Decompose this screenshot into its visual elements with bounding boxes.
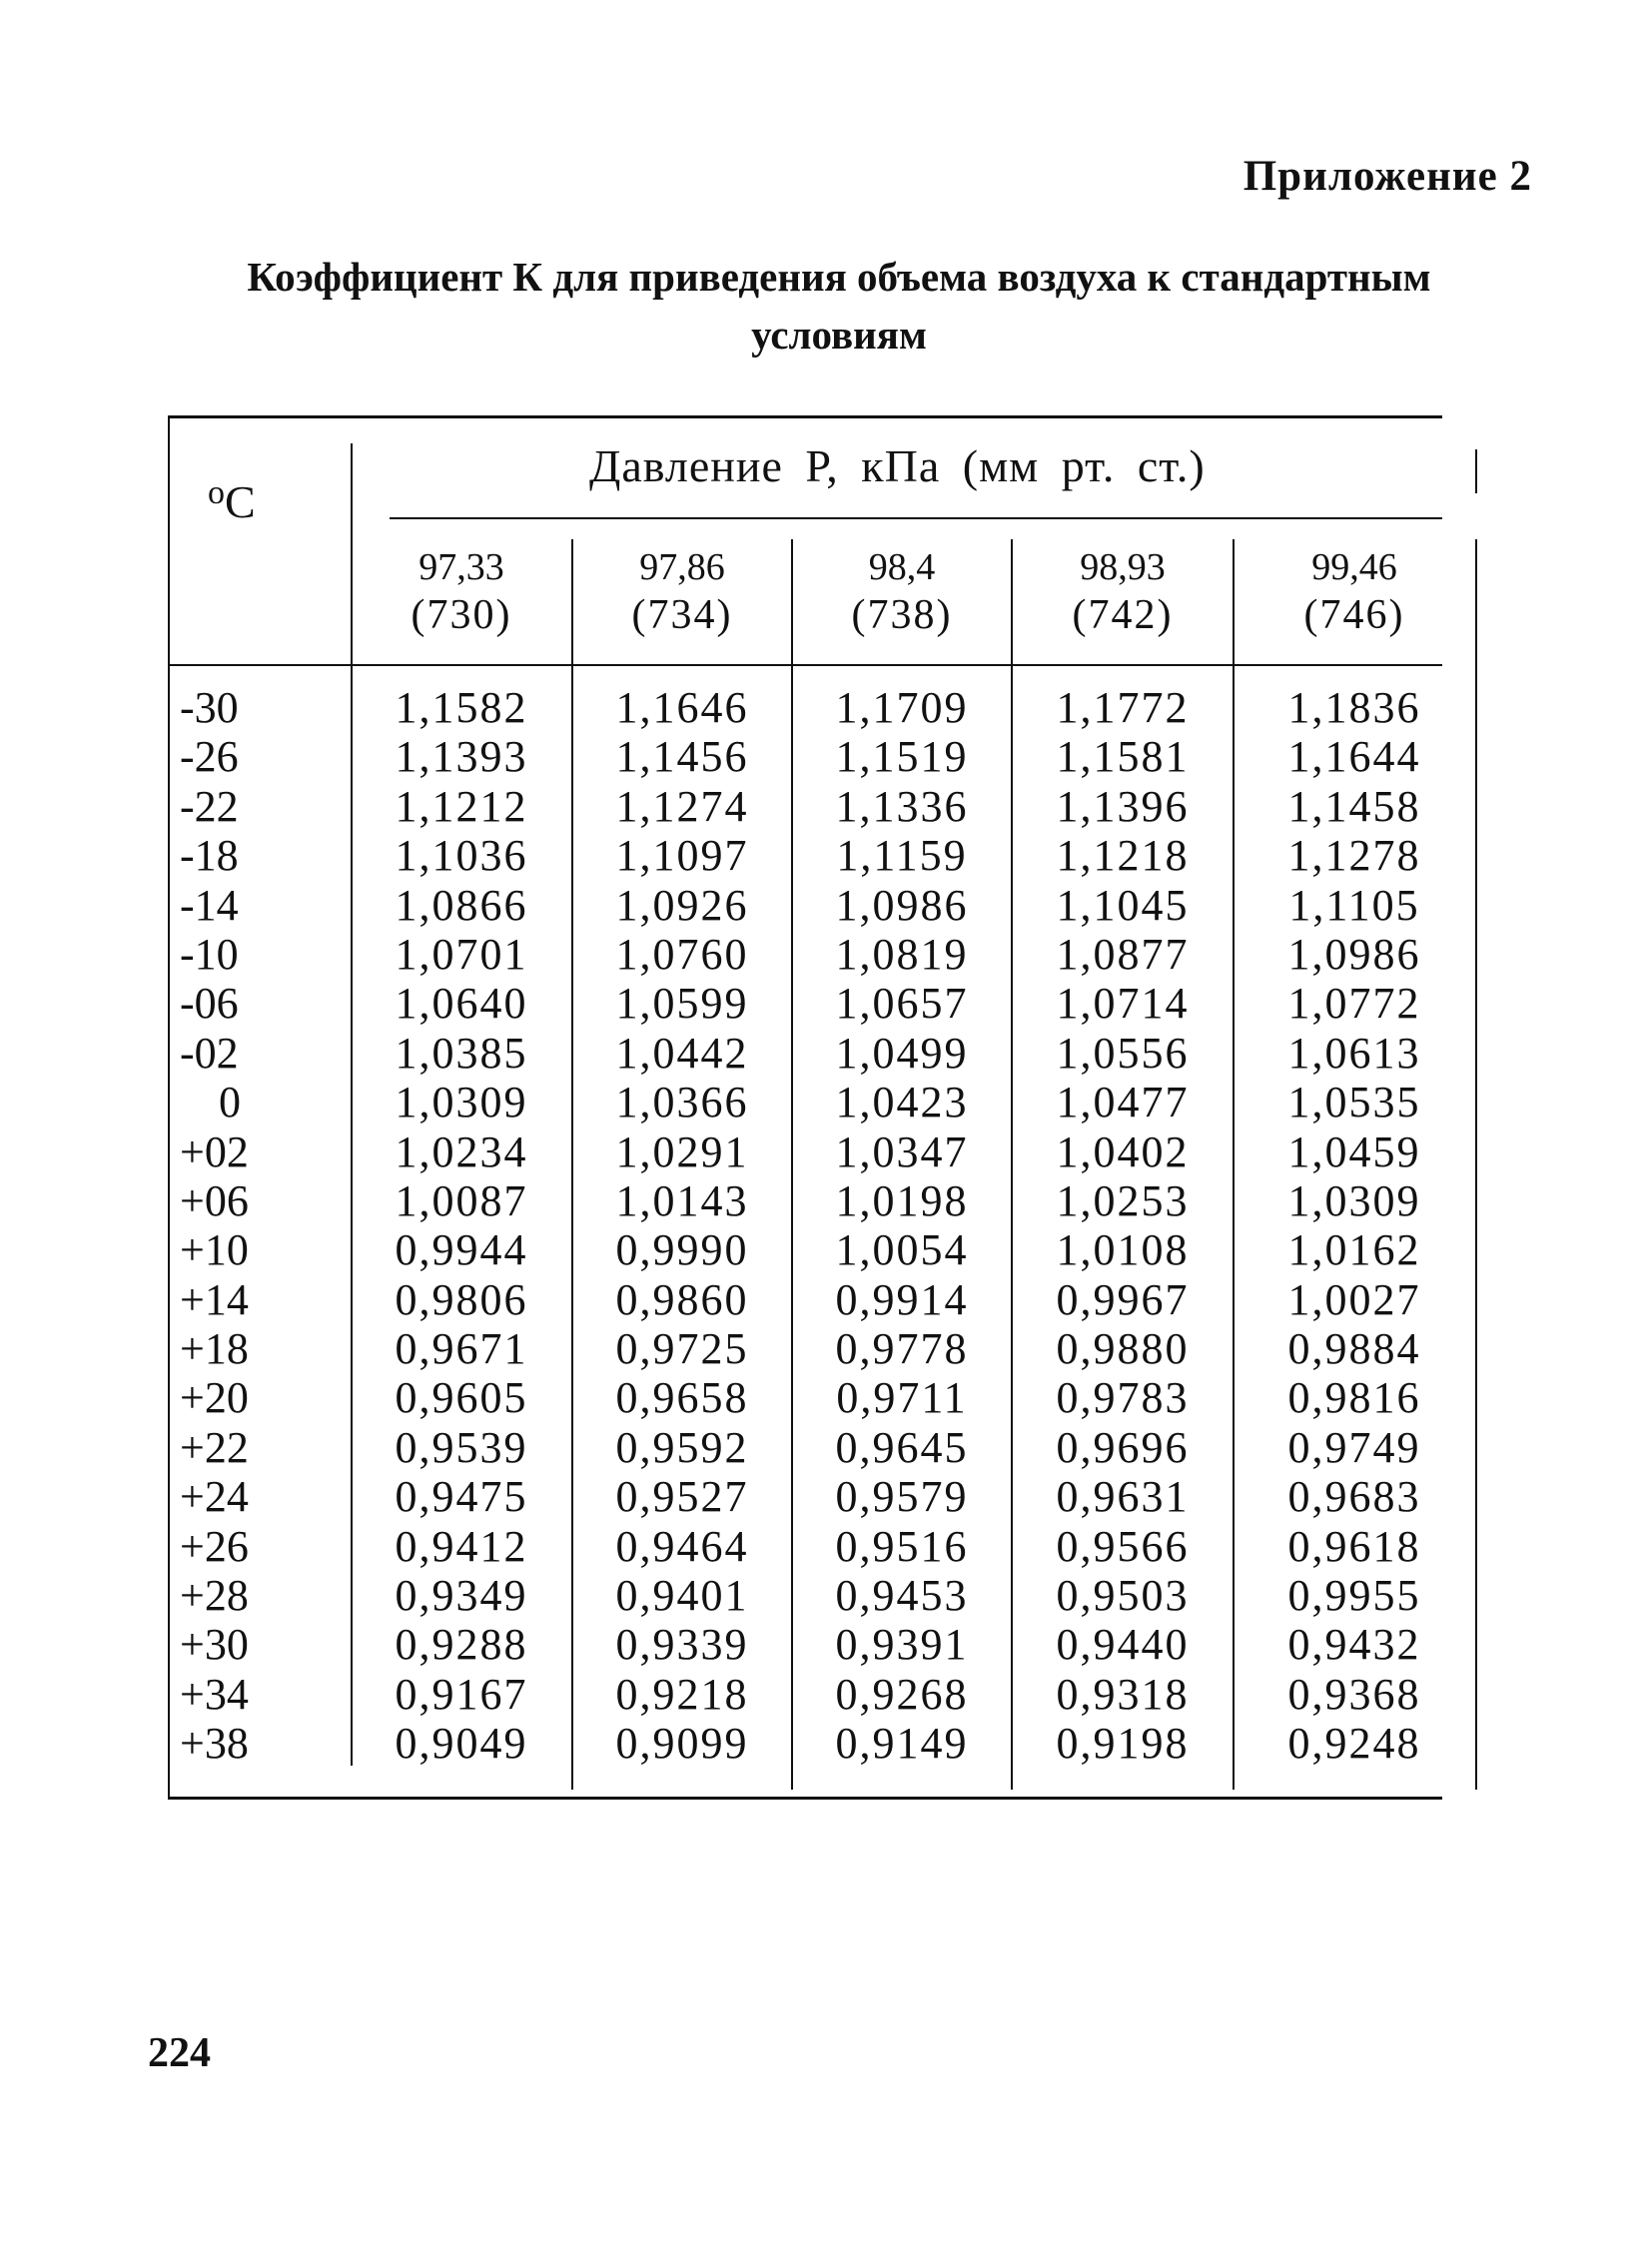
temperature-cell: +02 [180, 1126, 249, 1176]
coefficient-cell: 0,9339 [615, 1620, 749, 1670]
coefficient-cell: 0,9749 [1287, 1422, 1421, 1472]
table-row [168, 1324, 1444, 1373]
temperature-cell: +30 [180, 1620, 249, 1670]
coefficient-cell: 0,9167 [395, 1669, 528, 1719]
coefficient-cell: 1,0087 [395, 1175, 528, 1225]
table-row [168, 930, 1444, 979]
column-kpa: 97,86 [639, 546, 725, 588]
coefficient-cell: 0,9696 [1056, 1422, 1190, 1472]
table-row [168, 1423, 1444, 1472]
column-header [1235, 543, 1474, 651]
column-kpa: 98,93 [1080, 546, 1166, 588]
coefficient-cell: 1,0402 [1056, 1126, 1190, 1176]
coefficient-cell: 0,9806 [395, 1274, 528, 1324]
coefficient-cell: 0,9268 [835, 1669, 969, 1719]
temperature-cell: -30 [180, 683, 239, 732]
coefficient-cell: 0,9880 [1056, 1324, 1190, 1374]
table-body [168, 683, 1444, 1769]
pressure-header-rule [390, 517, 1442, 519]
table-row [168, 979, 1444, 1028]
coefficient-cell: 1,1836 [1287, 683, 1421, 732]
table-row [168, 782, 1444, 831]
coefficient-cell: 1,0499 [835, 1028, 969, 1078]
coefficient-cell: 0,9527 [615, 1472, 749, 1522]
coefficient-cell: 0,9049 [395, 1719, 528, 1769]
page-number: 224 [148, 2030, 211, 2076]
coefficient-cell: 1,1772 [1056, 683, 1190, 732]
coefficient-cell: 1,0366 [615, 1078, 749, 1127]
table-row [168, 1176, 1444, 1225]
table-row [168, 1571, 1444, 1620]
coefficient-cell: 1,1218 [1056, 831, 1190, 881]
temperature-cell: -22 [180, 781, 239, 831]
column-mm: (734) [631, 592, 733, 638]
appendix-label: Приложение 2 [1242, 153, 1532, 200]
coefficient-cell: 1,1582 [395, 683, 528, 732]
coefficient-cell: 1,1045 [1056, 880, 1190, 930]
temperature-cell: +34 [180, 1669, 249, 1719]
table-row [168, 1670, 1444, 1719]
table-row [168, 831, 1444, 880]
coefficient-cell: 0,9683 [1287, 1472, 1421, 1522]
table-row [168, 881, 1444, 930]
coefficient-cell: 1,0027 [1287, 1274, 1421, 1324]
temperature-cell: +20 [180, 1373, 249, 1423]
temperature-cell: +10 [180, 1225, 249, 1275]
temperature-unit-header [208, 474, 256, 532]
coefficient-cell: 1,1274 [615, 781, 749, 831]
coefficient-cell: 1,0760 [615, 929, 749, 979]
unit-letter: C [225, 476, 256, 527]
coefficient-cell: 1,0640 [395, 979, 528, 1029]
coefficient-table [168, 415, 1444, 1800]
column-header [573, 543, 791, 651]
coefficient-cell: 1,0477 [1056, 1078, 1190, 1127]
coefficient-cell: 0,9711 [836, 1373, 968, 1423]
coefficient-cell: 1,1456 [615, 732, 749, 782]
coefficient-cell: 1,0309 [395, 1078, 528, 1127]
temperature-cell: +38 [180, 1719, 249, 1769]
temperature-cell: -10 [180, 929, 239, 979]
coefficient-cell: 0,9618 [1287, 1521, 1421, 1571]
coefficient-cell: 0,9658 [615, 1373, 749, 1423]
coefficient-cell: 0,9149 [835, 1719, 969, 1769]
table-row [168, 1078, 1444, 1126]
coefficient-cell: 0,9503 [1056, 1571, 1190, 1621]
coefficient-cell: 1,0535 [1287, 1078, 1421, 1127]
coefficient-cell: 0,9783 [1056, 1373, 1190, 1423]
coefficient-cell: 0,9860 [615, 1274, 749, 1324]
coefficient-cell: 1,1581 [1056, 732, 1190, 782]
coefficient-cell: 0,9516 [835, 1521, 969, 1571]
coefficient-cell: 0,9566 [1056, 1521, 1190, 1571]
table-top-rule [168, 415, 1442, 418]
coefficient-cell: 0,9464 [615, 1521, 749, 1571]
coefficient-cell: 1,0143 [615, 1175, 749, 1225]
column-kpa: 97,33 [418, 546, 504, 588]
header-bottom-rule [168, 664, 1442, 666]
temperature-cell: -18 [180, 831, 239, 881]
coefficient-cell: 0,9778 [835, 1324, 969, 1374]
column-kpa: 98,4 [868, 546, 936, 588]
coefficient-cell: 1,0986 [835, 880, 969, 930]
column-mm: (738) [851, 592, 953, 638]
coefficient-cell: 1,0556 [1056, 1028, 1190, 1078]
coefficient-cell: 1,0459 [1287, 1126, 1421, 1176]
temperature-cell: +18 [180, 1324, 249, 1374]
column-mm: (746) [1303, 592, 1405, 638]
coefficient-cell: 1,0385 [395, 1028, 528, 1078]
table-row [168, 732, 1444, 781]
coefficient-cell: 0,9579 [835, 1472, 969, 1522]
coefficient-cell: 1,1393 [395, 732, 528, 782]
coefficient-cell: 1,1646 [615, 683, 749, 732]
coefficient-cell: 1,0819 [835, 929, 969, 979]
coefficient-cell: 0,9318 [1056, 1669, 1190, 1719]
coefficient-cell: 1,0347 [835, 1126, 969, 1176]
coefficient-cell: 1,0198 [835, 1175, 969, 1225]
coefficient-cell: 1,0309 [1287, 1175, 1421, 1225]
coefficient-cell: 0,9725 [615, 1324, 749, 1374]
coefficient-cell: 1,1105 [1288, 880, 1420, 930]
coefficient-cell: 1,1278 [1287, 831, 1421, 881]
table-right-rule-upper [1475, 449, 1477, 493]
column-mm: (730) [411, 592, 512, 638]
coefficient-cell: 0,9440 [1056, 1620, 1190, 1670]
coefficient-cell: 1,0108 [1056, 1225, 1190, 1275]
column-kpa: 99,46 [1311, 546, 1397, 588]
coefficient-cell: 0,9288 [395, 1620, 528, 1670]
coefficient-cell: 1,1709 [835, 683, 969, 732]
pressure-header: Давление Р, кПа (мм рт. ст.) [589, 440, 1206, 491]
coefficient-cell: 0,9539 [395, 1422, 528, 1472]
column-header [793, 543, 1011, 651]
coefficient-cell: 0,9453 [835, 1571, 969, 1621]
coefficient-cell: 0,9967 [1056, 1274, 1190, 1324]
coefficient-cell: 1,0714 [1056, 979, 1190, 1029]
table-row [168, 1373, 1444, 1422]
coefficient-cell: 0,9884 [1287, 1324, 1421, 1374]
temperature-cell: -26 [180, 732, 239, 782]
coefficient-cell: 0,9671 [395, 1324, 528, 1374]
coefficient-cell: 1,1396 [1056, 781, 1190, 831]
degree-sign: o [208, 474, 225, 511]
coefficient-cell: 1,0657 [835, 979, 969, 1029]
temperature-cell: +24 [180, 1472, 249, 1522]
table-row [168, 1620, 1444, 1669]
coefficient-cell: 1,0054 [835, 1225, 969, 1275]
coefficient-cell: 1,0701 [395, 929, 528, 979]
coefficient-cell: 0,9218 [615, 1669, 749, 1719]
coefficient-cell: 0,9099 [615, 1719, 749, 1769]
table-row [168, 1719, 1444, 1768]
table-bottom-rule [168, 1797, 1442, 1800]
temperature-cell: +26 [180, 1521, 249, 1571]
coefficient-cell: 1,1644 [1287, 732, 1421, 782]
coefficient-cell: 1,1097 [615, 831, 749, 881]
coefficient-cell: 0,9955 [1287, 1571, 1421, 1621]
column-header [1013, 543, 1233, 651]
coefficient-cell: 0,9432 [1287, 1620, 1421, 1670]
coefficient-cell: 1,0442 [615, 1028, 749, 1078]
coefficient-cell: 0,9412 [395, 1521, 528, 1571]
coefficient-cell: 0,9391 [835, 1620, 969, 1670]
table-right-rule [1475, 539, 1477, 1790]
table-row [168, 1127, 1444, 1176]
coefficient-cell: 1,0866 [395, 880, 528, 930]
coefficient-cell: 0,9349 [395, 1571, 528, 1621]
table-row [168, 1225, 1444, 1274]
coefficient-cell: 1,0986 [1287, 929, 1421, 979]
coefficient-cell: 0,9198 [1056, 1719, 1190, 1769]
temperature-cell: -14 [180, 880, 239, 930]
temperature-cell: -02 [180, 1028, 239, 1078]
coefficient-cell: 0,9475 [395, 1472, 528, 1522]
column-header [352, 543, 571, 651]
temperature-cell: +22 [180, 1422, 249, 1472]
title-line-1: Коэффициент К для приведения объема воздуха к стандартным [247, 254, 1431, 300]
coefficient-cell: 0,9631 [1056, 1472, 1190, 1522]
temperature-cell: +28 [180, 1571, 249, 1621]
temperature-cell: +14 [180, 1274, 249, 1324]
coefficient-cell: 1,1519 [835, 732, 969, 782]
coefficient-cell: 0,9368 [1287, 1669, 1421, 1719]
coefficient-cell: 0,9944 [395, 1225, 528, 1275]
coefficient-cell: 0,9605 [395, 1373, 528, 1423]
table-row [168, 1472, 1444, 1521]
coefficient-cell: 1,0613 [1287, 1028, 1421, 1078]
temperature-cell: +06 [180, 1175, 249, 1225]
title-line-2: условиям [751, 312, 927, 358]
coefficient-cell: 1,0253 [1056, 1175, 1190, 1225]
coefficient-cell: 0,9401 [615, 1571, 749, 1621]
coefficient-cell: 0,9592 [615, 1422, 749, 1472]
temperature-cell: 0 [219, 1078, 241, 1127]
table-row [168, 1275, 1444, 1324]
coefficient-cell: 1,0234 [395, 1126, 528, 1176]
temperature-cell: -06 [180, 979, 239, 1029]
coefficient-cell: 1,1212 [395, 781, 528, 831]
coefficient-cell: 1,0877 [1056, 929, 1190, 979]
coefficient-cell: 1,1336 [835, 781, 969, 831]
coefficient-cell: 1,1036 [395, 831, 528, 881]
coefficient-cell: 1,0599 [615, 979, 749, 1029]
coefficient-cell: 1,0772 [1287, 979, 1421, 1029]
coefficient-cell: 1,1458 [1287, 781, 1421, 831]
coefficient-cell: 1,0926 [615, 880, 749, 930]
coefficient-cell: 0,9914 [835, 1274, 969, 1324]
coefficient-cell: 1,0291 [615, 1126, 749, 1176]
coefficient-cell: 1,1159 [836, 831, 968, 881]
table-title [150, 248, 1528, 364]
table-row [168, 1029, 1444, 1078]
coefficient-cell: 0,9248 [1287, 1719, 1421, 1769]
table-row [168, 1522, 1444, 1571]
coefficient-cell: 0,9645 [835, 1422, 969, 1472]
coefficient-cell: 0,9990 [615, 1225, 749, 1275]
table-row [168, 683, 1444, 732]
column-mm: (742) [1072, 592, 1174, 638]
coefficient-cell: 0,9816 [1287, 1373, 1421, 1423]
coefficient-cell: 1,0162 [1287, 1225, 1421, 1275]
coefficient-cell: 1,0423 [835, 1078, 969, 1127]
